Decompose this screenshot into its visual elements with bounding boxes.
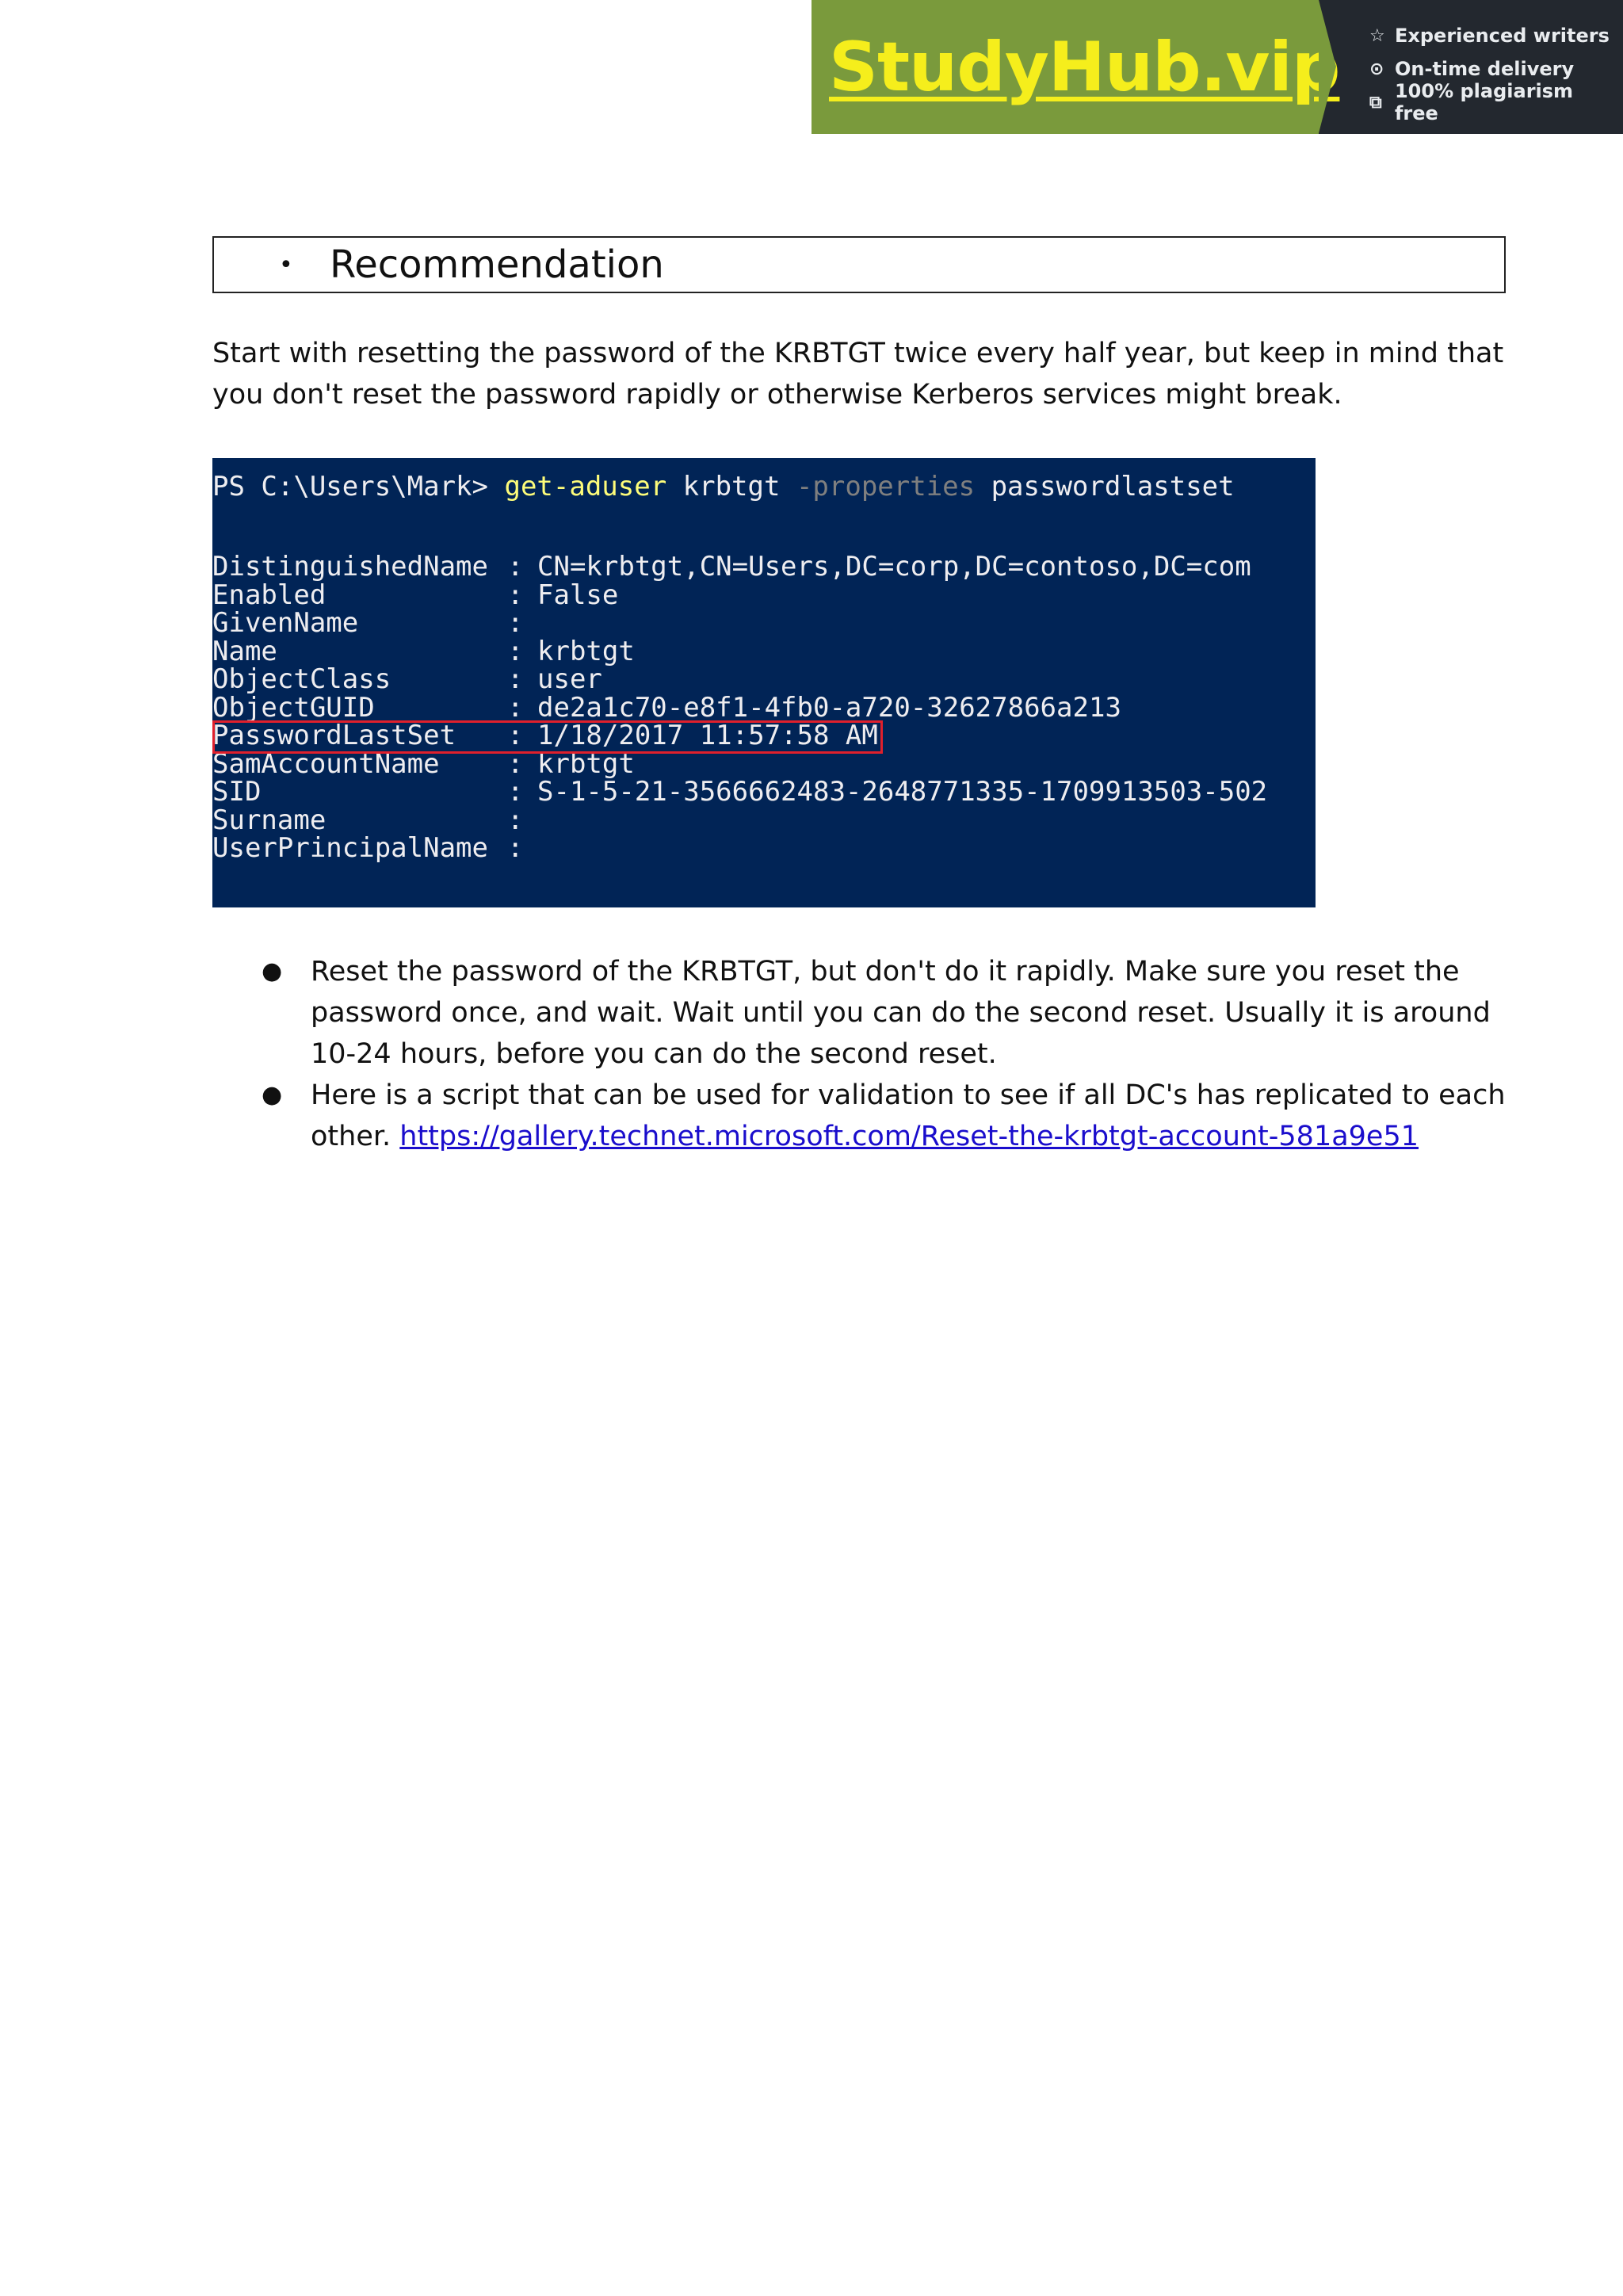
property-row [212,579,1267,611]
command-arg: passwordlastset [975,471,1235,502]
property-separator: : [507,747,540,780]
command-line [212,471,1235,502]
property-value: user [537,663,602,695]
property-name: Surname [212,804,327,836]
property-list [212,553,1267,863]
command-arg: krbtgt [666,471,796,502]
logo-text[interactable]: StudyHub.vip [829,27,1340,107]
recommendation-list [212,951,1528,1157]
script-link[interactable]: https://gallery.technet.microsoft.com/Reset-the-krbtgt-account-581a9e51 [399,1121,1419,1152]
list-item [212,1075,1528,1157]
property-separator: : [507,635,540,667]
property-row [212,609,1267,638]
clock-icon: ⊙ [1369,59,1384,79]
property-name: UserPrincipalName [212,832,488,864]
property-row [212,747,1267,780]
property-separator: : [507,663,540,695]
property-separator: : [507,776,540,808]
list-item-text: Here is a script that can be used for validation to see if all DC's has replicated to each other. [311,1079,1506,1152]
property-row [212,832,1267,864]
intro-paragraph: Start with resetting the password of the KRBTGT twice every half year, but keep in mind that you don't reset the password rapidly or otherwise Kerberos services might break. [212,338,1504,411]
property-separator: : [507,804,540,836]
property-name: DistinguishedName [212,551,488,583]
property-value: False [537,579,619,611]
property-value: 1/18/2017 11:57:58 AM [537,720,878,751]
feature-label: 100% plagiarism free [1394,80,1574,124]
property-separator: : [507,832,540,864]
feature-plagiarism-free [1369,80,1623,124]
section-title: Recommendation [330,243,664,287]
prompt: PS C:\Users\Mark> [212,471,505,502]
property-name: ObjectGUID [212,691,375,724]
password-last-set-highlight [212,720,883,754]
list-item-text: Reset the password of the KRBTGT, but don't do it rapidly. Make sure you reset the password once, and wait. Wait until you can do the second reset. Usually it is around 10-24 hours, before you can do the second reset. [311,956,1491,1070]
property-name: Enabled [212,579,327,611]
feature-list [1319,0,1623,134]
property-separator: : [507,691,540,724]
property-separator: : [507,579,540,611]
property-name: Name [212,635,277,667]
bullet-icon: ● [262,957,283,985]
property-name: PasswordLastSet [212,720,456,751]
property-name: SID [212,776,262,808]
property-row [212,553,1267,582]
studyhub-banner[interactable] [812,0,1623,134]
copy-icon: ⧉ [1369,92,1382,113]
bullet-icon: ● [262,1081,283,1109]
property-separator: : [507,551,540,583]
property-name: ObjectClass [212,663,391,695]
logo[interactable] [812,0,1340,134]
section-heading-box [212,236,1506,293]
property-row [212,635,1267,667]
feature-label: Experienced writers [1395,25,1610,47]
property-name: SamAccountName [212,747,440,780]
property-row [212,663,1267,695]
star-icon: ☆ [1369,25,1385,46]
property-name: GivenName [212,607,359,639]
property-value: CN=krbtgt,CN=Users,DC=corp,DC=contoso,DC=com [537,551,1251,583]
command: get-aduser [504,471,667,502]
property-row [212,778,1267,807]
property-separator: : [507,607,540,639]
property-separator: : [507,720,540,751]
feature-label: On-time delivery [1395,58,1575,80]
property-row [212,691,1267,724]
property-row [212,804,1267,836]
command-param: -properties [796,471,976,502]
feature-experienced-writers [1369,19,1623,52]
bullet-icon: • [279,250,293,279]
property-value: de2a1c70-e8f1-4fb0-a720-32627866a213 [537,691,1121,724]
property-value: krbtgt [537,635,635,667]
powershell-terminal [212,458,1316,907]
property-value: S-1-5-21-3566662483-2648771335-1709913503-502 [537,776,1268,808]
property-value: krbtgt [537,747,635,780]
list-item [212,951,1528,1075]
